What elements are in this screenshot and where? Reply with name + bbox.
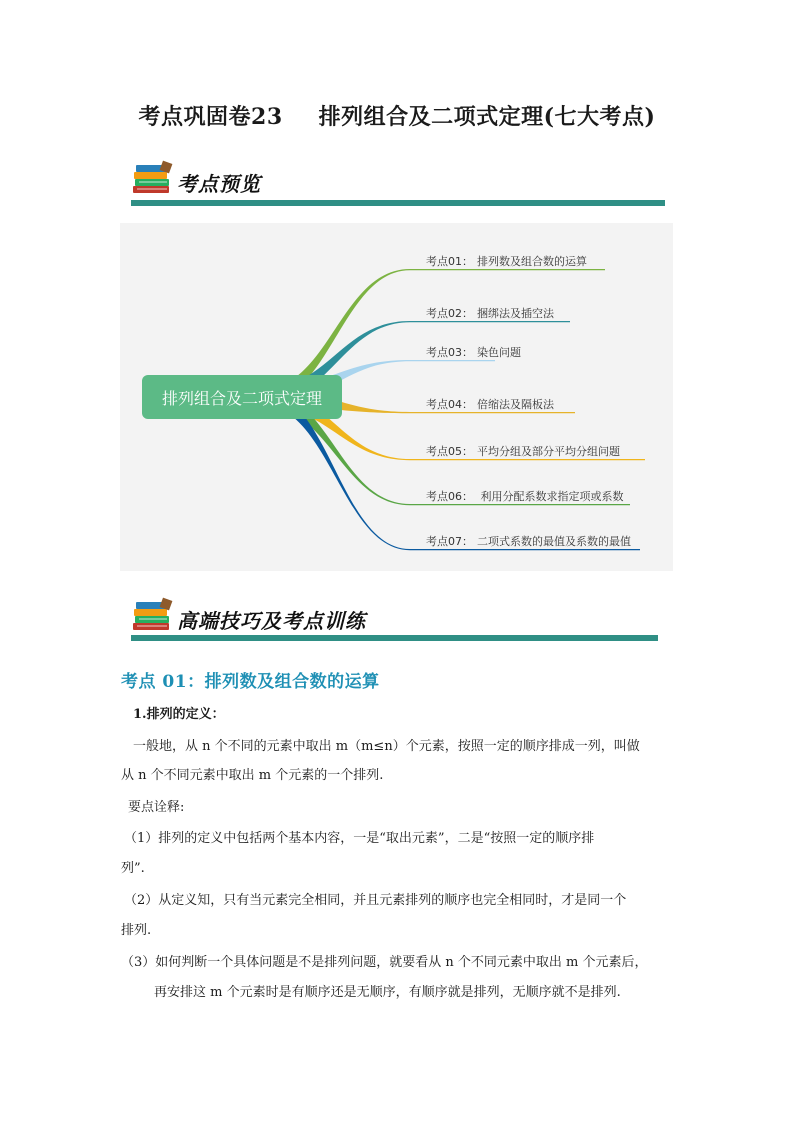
kp01-def-line1: 一般地，从 n 个不同的元素中取出 m（m≤n）个元素，按照一定的顺序排成一列，叫做 [133, 739, 640, 754]
mindmap [120, 223, 673, 571]
mindmap-branch-text: 平均分组及部分平均分组问题 [477, 445, 620, 458]
kp01-title: 考点 01：排列数及组合数的运算 [121, 672, 380, 692]
kp01-note1-line2: 列”. [121, 861, 145, 876]
mindmap-branch-1 [426, 253, 587, 269]
section-header-preview [131, 160, 665, 208]
section-rule [131, 200, 665, 206]
mindmap-branch-code: 考点05： [426, 445, 473, 458]
mindmap-branch-text: 二项式系数的最值及系数的最值 [477, 535, 631, 548]
mindmap-branch-7 [426, 533, 631, 549]
kp01-note3-line1: （3）如何判断一个具体问题是不是排列问题，就要看从 n 个不同元素中取出 m 个元素后， [121, 955, 648, 970]
kp01-heading1: 1.排列的定义： [133, 707, 225, 722]
mindmap-branch-code: 考点06： [426, 490, 473, 503]
mindmap-root: 排列组合及二项式定理 [142, 375, 342, 419]
kp01-notes-heading: 要点诠释: [128, 800, 185, 815]
mindmap-branch-code: 考点07： [426, 535, 473, 548]
section-label-training: 高端技巧及考点训练 [177, 609, 366, 633]
mindmap-branch-text: 捆绑法及插空法 [477, 307, 554, 320]
section-header-training [131, 597, 658, 645]
mindmap-branch-code: 考点03： [426, 346, 473, 359]
kp01-note3-line2: 再安排这 m 个元素时是有顺序还是无顺序，有顺序就是排列，无顺序就不是排列. [154, 985, 621, 1000]
books-icon [131, 597, 175, 633]
kp01-note2-line1: （2）从定义知，只有当元素完全相同，并且元素排列的顺序也完全相同时，才是同一个 [124, 893, 627, 908]
section-label-preview: 考点预览 [177, 172, 261, 196]
mindmap-branch-text: 染色问题 [477, 346, 521, 359]
mindmap-branch-4 [426, 396, 554, 412]
kp01-note2-line2: 排列. [121, 923, 152, 938]
kp01-def-line2: 从 n 个不同元素中取出 m 个元素的一个排列. [121, 768, 384, 783]
title-left: 考点巩固卷23 [138, 104, 283, 130]
section-rule [131, 635, 658, 641]
mindmap-branch-code: 考点01： [426, 255, 473, 268]
mindmap-branch-text: 排列数及组合数的运算 [477, 255, 587, 268]
mindmap-branch-6 [426, 488, 624, 504]
mindmap-branch-text: 利用分配系数求指定项或系数 [477, 490, 624, 503]
page-title [0, 100, 794, 131]
title-right: 排列组合及二项式定理(七大考点) [318, 104, 656, 130]
mindmap-branch-2 [426, 305, 554, 321]
mindmap-branch-code: 考点02： [426, 307, 473, 320]
kp01-note1-line1: （1）排列的定义中包括两个基本内容，一是“取出元素”，二是“按照一定的顺序排 [124, 831, 595, 846]
mindmap-branch-code: 考点04： [426, 398, 473, 411]
mindmap-branch-5 [426, 443, 620, 459]
mindmap-branch-text: 倍缩法及隔板法 [477, 398, 554, 411]
books-icon [131, 160, 175, 196]
mindmap-branch-3 [426, 344, 521, 360]
